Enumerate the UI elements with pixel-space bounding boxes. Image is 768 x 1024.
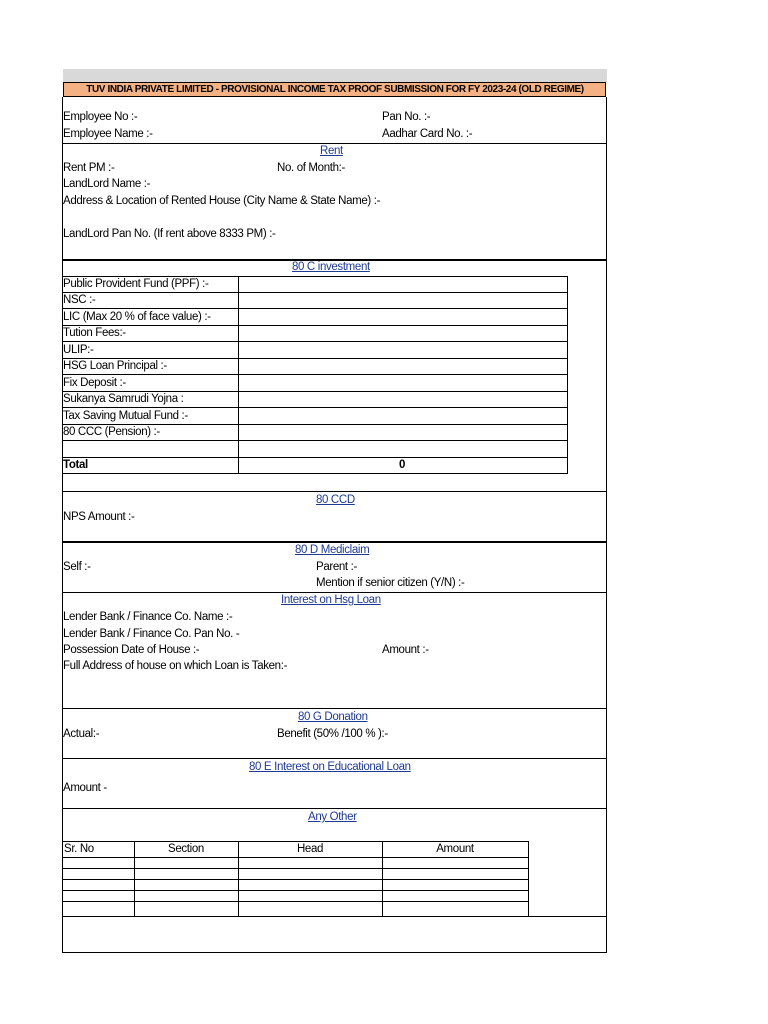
possession-date-label: Possession Date of House :- — [63, 644, 200, 656]
self-label: Self :- — [63, 561, 91, 573]
aadhar-label: Aadhar Card No. :- — [382, 128, 473, 140]
sec80c-item: Tution Fees:- — [63, 327, 126, 339]
hsg-loan-heading: Interest on Hsg Loan — [281, 594, 381, 606]
actual-label: Actual:- — [63, 728, 100, 740]
months-label: No. of Month:- — [277, 162, 345, 174]
page-title: TUV INDIA PRIVATE LIMITED - PROVISIONAL INCOME TAX PROOF SUBMISSION FOR FY 2023-24 (OLD REGIME) — [86, 84, 584, 95]
divider-80ccd-top — [62, 491, 607, 492]
rent-address-label: Address & Location of Rented House (City Name & State Name) :- — [63, 195, 381, 207]
sec80c-item: Public Provident Fund (PPF) :- — [63, 278, 209, 290]
sec80c-item: Sukanya Samrudi Yojna : — [63, 393, 184, 405]
sec80c-total-value: 0 — [399, 459, 406, 471]
sec80c-table — [62, 276, 568, 474]
sec80c-item: Fix Deposit :- — [63, 377, 126, 389]
sec80c-heading: 80 C investment — [292, 261, 370, 273]
sec80c-item: Tax Saving Mutual Fund :- — [63, 410, 188, 422]
lender-pan-label: Lender Bank / Finance Co. Pan No. - — [63, 628, 240, 640]
sec80d-heading: 80 D Mediclaim — [295, 544, 370, 556]
employee-no-label: Employee No :- — [63, 111, 138, 123]
hsg-amount-label: Amount :- — [382, 644, 429, 656]
any-other-heading: Any Other — [308, 811, 357, 823]
col-section: Section — [168, 843, 204, 855]
divider-80e-top — [62, 758, 607, 759]
sec80c-item: HSG Loan Principal :- — [63, 360, 167, 372]
sec80e-heading: 80 E Interest on Educational Loan — [249, 761, 411, 773]
sec80c-item: LIC (Max 20 % of face value) :- — [63, 311, 211, 323]
benefit-label: Benefit (50% /100 % ):- — [277, 728, 388, 740]
sec80c-item: 80 CCC (Pension) :- — [63, 426, 160, 438]
top-band — [63, 69, 607, 82]
pan-no-label: Pan No. :- — [382, 111, 431, 123]
sec80c-item: ULIP:- — [63, 344, 94, 356]
senior-citizen-label: Mention if senior citizen (Y/N) :- — [316, 577, 465, 589]
bottom-border — [62, 952, 607, 953]
divider-80g-top — [62, 708, 607, 709]
divider-bottom-box-top — [62, 916, 607, 917]
sec80c-total-label: Total — [63, 459, 88, 471]
landlord-pan-label: LandLord Pan No. (If rent above 8333 PM) :- — [63, 228, 276, 240]
rent-heading: Rent — [320, 145, 343, 157]
col-amount: Amount — [436, 843, 474, 855]
hsg-address-label: Full Address of house on which Loan is Taken:- — [63, 660, 288, 672]
sec80c-item: NSC :- — [63, 294, 96, 306]
left-border — [62, 97, 63, 953]
sec80ccd-heading: 80 CCD — [316, 494, 355, 506]
divider-any-other-top — [62, 808, 607, 809]
right-border — [606, 97, 607, 953]
lender-name-label: Lender Bank / Finance Co. Name :- — [63, 611, 233, 623]
landlord-name-label: LandLord Name :- — [63, 178, 151, 190]
sec80e-amount-label: Amount - — [63, 782, 107, 794]
parent-label: Parent :- — [316, 561, 357, 573]
nps-label: NPS Amount :- — [63, 511, 135, 523]
employee-name-label: Employee Name :- — [63, 128, 153, 140]
rent-pm-label: Rent PM :- — [63, 162, 115, 174]
sec80g-heading: 80 G Donation — [298, 711, 368, 723]
col-head: Head — [296, 843, 324, 855]
col-sr-no: Sr. No — [64, 843, 94, 855]
